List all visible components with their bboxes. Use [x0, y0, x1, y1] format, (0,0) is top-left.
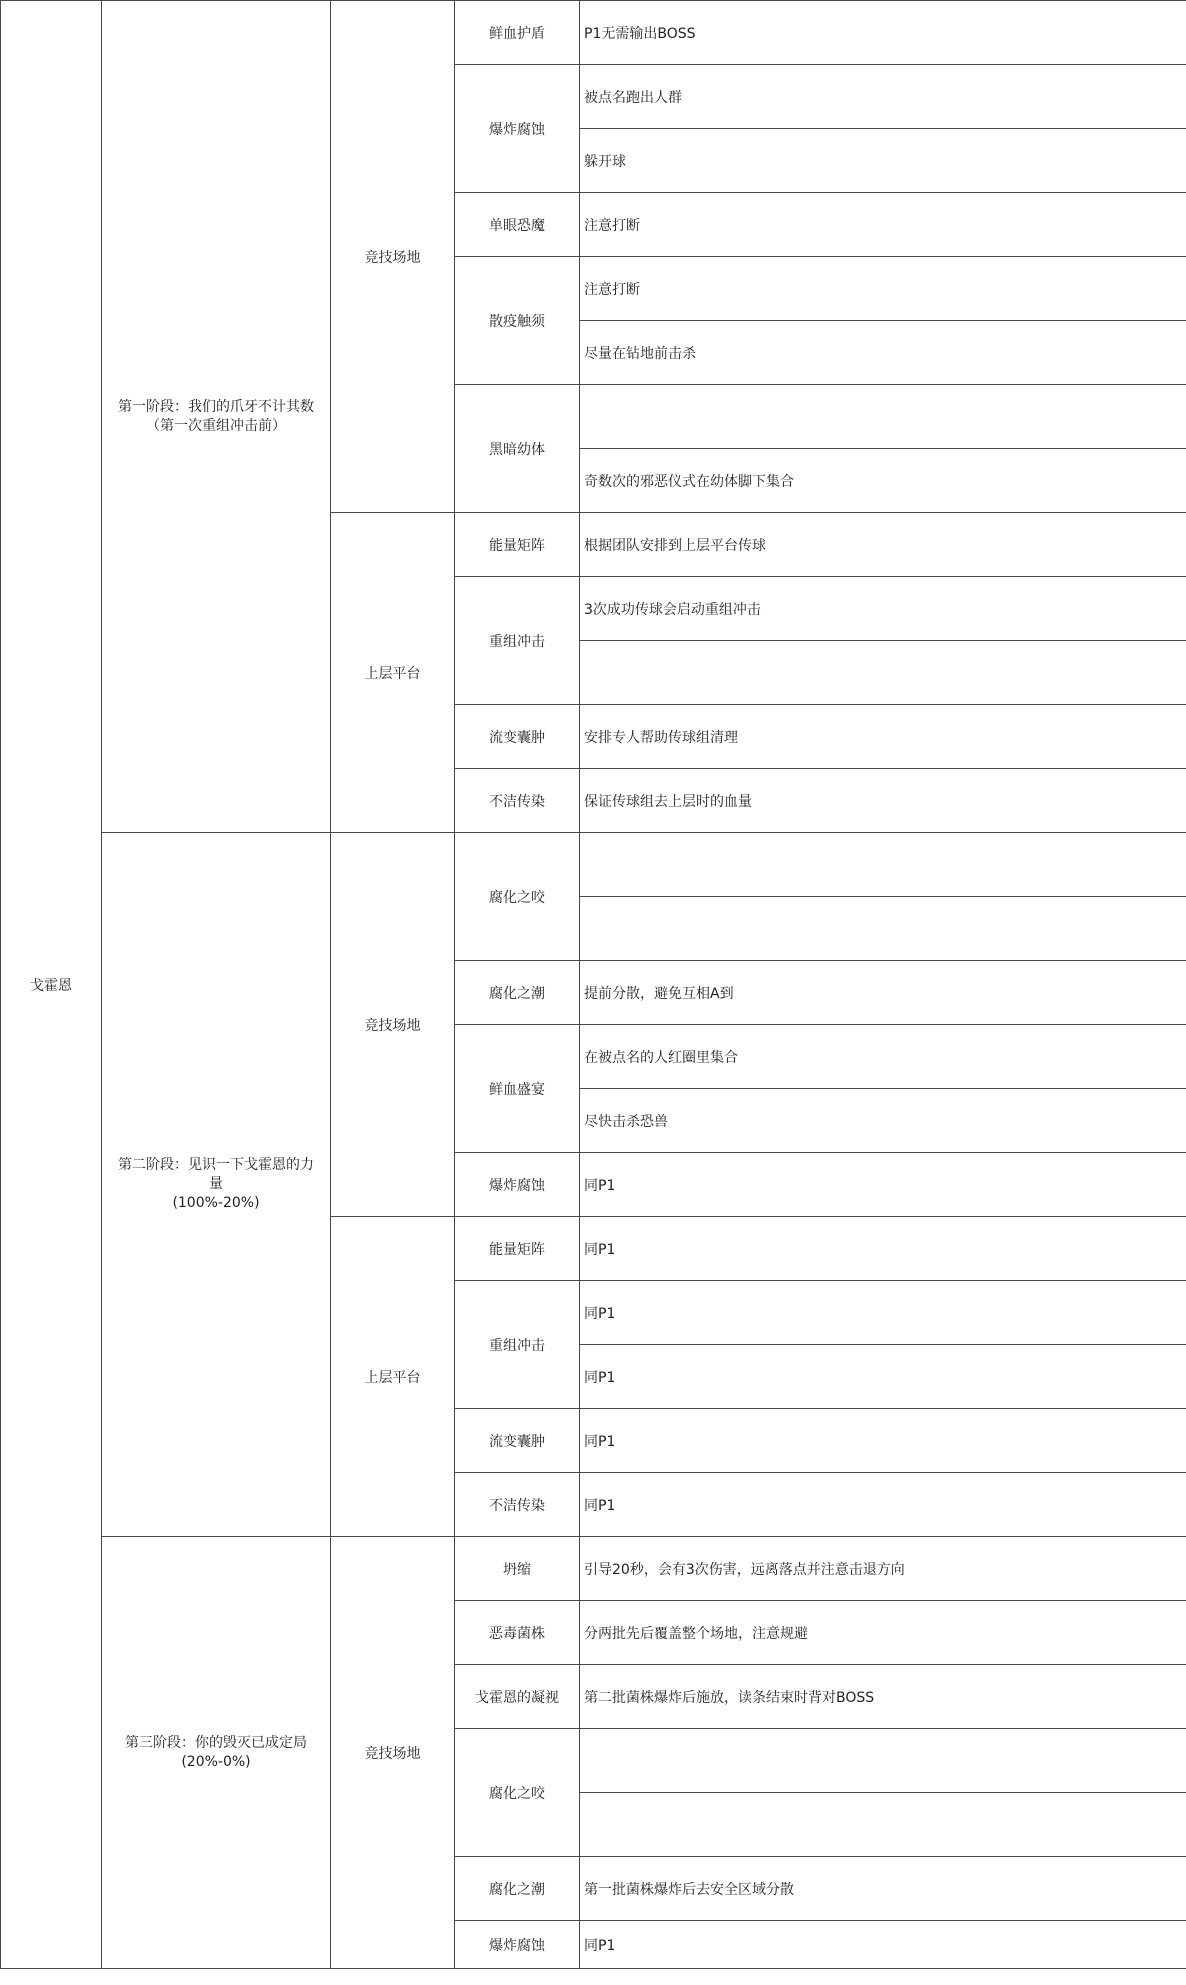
mechanic-cell: 腐化之咬 [455, 833, 580, 961]
mechanic-cell: 爆炸腐蚀 [455, 1921, 580, 1969]
note-cell [580, 641, 1186, 705]
note-cell: 躲开球 [580, 129, 1186, 193]
note-cell: 在被点名的人红圈里集合 [580, 1025, 1186, 1089]
note-cell: 同P1 [580, 1217, 1186, 1281]
note-cell [580, 385, 1186, 449]
note-cell: 同P1 [580, 1345, 1186, 1409]
area-cell: 上层平台 [331, 1217, 455, 1537]
note-cell: P1无需输出BOSS [580, 1, 1186, 65]
phase-3-title: 第三阶段：你的毁灭已成定局 [125, 1734, 307, 1751]
note-cell: 提前分散，避免互相A到 [580, 961, 1186, 1025]
table-row [1, 833, 1186, 897]
note-cell: 第一批菌株爆炸后去安全区域分散 [580, 1857, 1186, 1921]
note-cell: 根据团队安排到上层平台传球 [580, 513, 1186, 577]
area-cell: 竞技场地 [331, 833, 455, 1217]
note-cell [580, 833, 1186, 897]
note-cell: 同P1 [580, 1409, 1186, 1473]
area-cell: 上层平台 [331, 513, 455, 833]
mechanic-cell: 爆炸腐蚀 [455, 65, 580, 193]
note-cell: 同P1 [580, 1153, 1186, 1217]
table-row [1, 1, 1186, 65]
table-row [1, 1537, 1186, 1601]
mechanic-cell: 能量矩阵 [455, 513, 580, 577]
note-cell [580, 1793, 1186, 1857]
mechanic-cell: 流变囊肿 [455, 705, 580, 769]
note-cell [580, 897, 1186, 961]
note-cell: 尽快击杀恐兽 [580, 1089, 1186, 1153]
note-cell: 保证传球组去上层时的血量 [580, 769, 1186, 833]
mechanic-cell: 能量矩阵 [455, 1217, 580, 1281]
phase-3-note: (20%-0%) [181, 1753, 251, 1770]
mechanic-cell: 爆炸腐蚀 [455, 1153, 580, 1217]
mechanic-cell: 黑暗幼体 [455, 385, 580, 513]
mechanic-cell: 恶毒菌株 [455, 1601, 580, 1665]
note-cell: 分两批先后覆盖整个场地，注意规避 [580, 1601, 1186, 1665]
note-cell: 奇数次的邪恶仪式在幼体脚下集合 [580, 449, 1186, 513]
mechanic-cell: 腐化之潮 [455, 1857, 580, 1921]
note-cell: 3次成功传球会启动重组冲击 [580, 577, 1186, 641]
phase-2-title-line-2: 量 [209, 1176, 223, 1192]
mechanic-cell: 鲜血盛宴 [455, 1025, 580, 1153]
phase-2-note: (100%-20%) [172, 1195, 260, 1211]
mechanic-cell: 重组冲击 [455, 577, 580, 705]
mechanic-cell: 散疫触须 [455, 257, 580, 385]
note-cell: 被点名跑出人群 [580, 65, 1186, 129]
note-cell [580, 1729, 1186, 1793]
note-cell: 安排专人帮助传球组清理 [580, 705, 1186, 769]
note-cell: 注意打断 [580, 257, 1186, 321]
area-cell: 竞技场地 [331, 1537, 455, 1969]
boss-name-cell: 戈霍恩 [1, 1, 102, 1969]
phase-2-title-line-1: 第二阶段：见识一下戈霍恩的力 [118, 1157, 314, 1173]
mechanic-cell: 腐化之咬 [455, 1729, 580, 1857]
note-cell: 注意打断 [580, 193, 1186, 257]
area-cell: 竞技场地 [331, 1, 455, 513]
note-cell: 同P1 [580, 1473, 1186, 1537]
phase-1-cell [102, 1, 331, 833]
note-cell: 同P1 [580, 1921, 1186, 1969]
mechanic-cell: 单眼恐魔 [455, 193, 580, 257]
phase-2-cell [102, 833, 331, 1537]
note-cell: 第二批菌株爆炸后施放，读条结束时背对BOSS [580, 1665, 1186, 1729]
mechanic-cell: 坍缩 [455, 1537, 580, 1601]
mechanic-cell: 重组冲击 [455, 1281, 580, 1409]
phase-1-title: 第一阶段：我们的爪牙不计其数 [118, 398, 314, 415]
mechanic-cell: 流变囊肿 [455, 1409, 580, 1473]
phase-3-cell [102, 1537, 331, 1969]
mechanic-cell: 不洁传染 [455, 769, 580, 833]
mechanic-cell: 鲜血护盾 [455, 1, 580, 65]
note-cell: 引导20秒，会有3次伤害，远离落点并注意击退方向 [580, 1537, 1186, 1601]
note-cell: 尽量在钻地前击杀 [580, 321, 1186, 385]
mechanic-cell: 不洁传染 [455, 1473, 580, 1537]
note-cell: 同P1 [580, 1281, 1186, 1345]
phase-1-note: （第一次重组冲击前） [146, 417, 286, 434]
mechanic-cell: 腐化之潮 [455, 961, 580, 1025]
mechanic-cell: 戈霍恩的凝视 [455, 1665, 580, 1729]
